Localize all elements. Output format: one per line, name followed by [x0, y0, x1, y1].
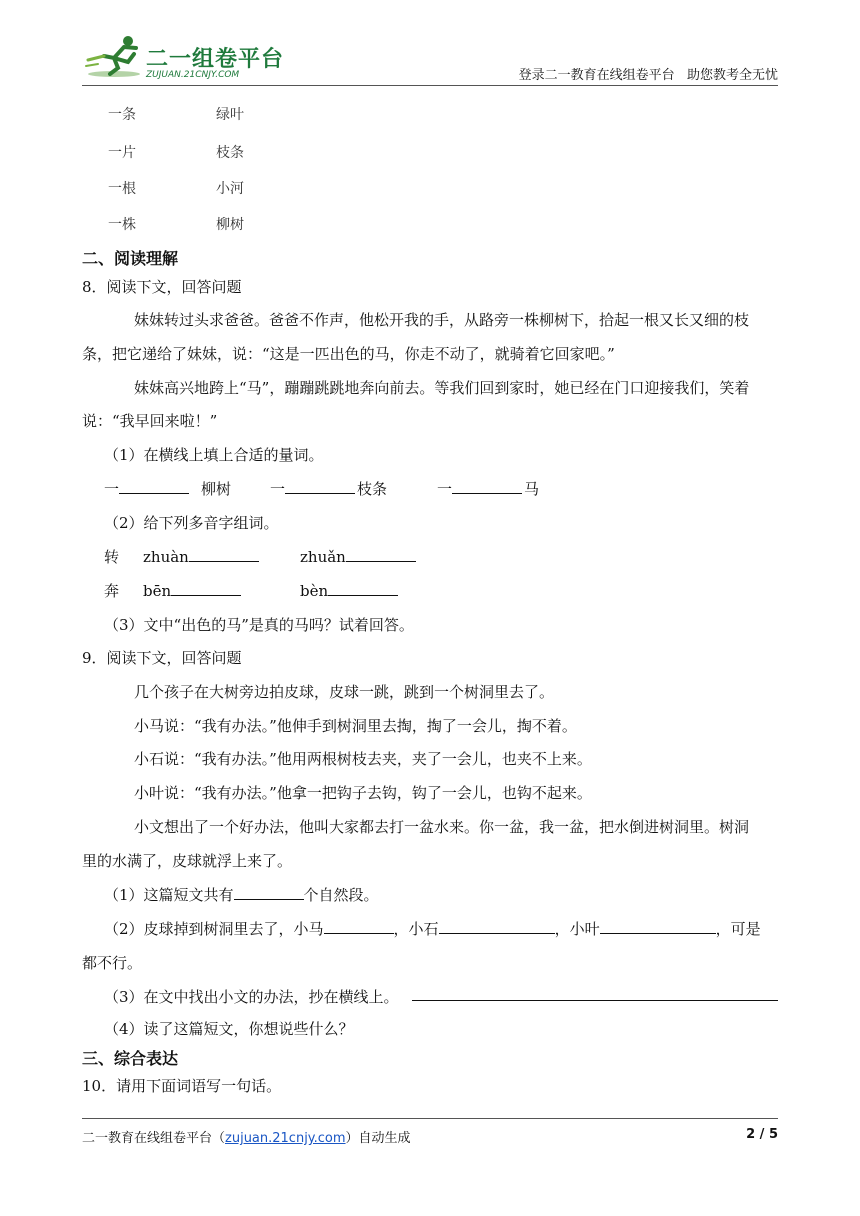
answer-blank[interactable] — [328, 580, 398, 596]
q9-paragraph-3: 小石说：“我有办法。”他用两根树枝去夹，夹了一会儿，也夹不上来。 — [134, 750, 592, 768]
polyphone-2-pinyin-2: bèn — [300, 580, 398, 600]
match-left-4: 一株 — [108, 217, 136, 233]
q9-sub-question-1: （1）这篇短文共有 个自然段。 — [104, 886, 379, 904]
footer-source: 二一教育在线组卷平台（zujuan.21cnjy.com）自动生成 — [82, 1131, 411, 1146]
q10-stem: 10．请用下面词语写一句话。 — [82, 1077, 282, 1095]
header-divider — [82, 85, 778, 86]
q9-sub-question-2-line-2: 都不行。 — [82, 954, 143, 972]
answer-blank[interactable] — [119, 478, 189, 494]
q9-paragraph-4: 小叶说：“我有办法。”他拿一把钩子去钩，钩了一会儿，也钩不起来。 — [134, 784, 592, 802]
answer-blank[interactable] — [234, 884, 304, 900]
answer-blank[interactable] — [285, 478, 355, 494]
q8-fill-item-1: 一 柳树 — [104, 480, 232, 498]
section-title-reading: 二、阅读理解 — [82, 249, 179, 268]
q8-sub-question-1: （1）在横线上填上合适的量词。 — [104, 446, 324, 464]
q8-fill-item-3: 一 马 — [437, 480, 540, 498]
runner-logo-icon — [84, 34, 146, 80]
page-number: 2 / 5 — [746, 1127, 778, 1142]
q9-paragraph-5-line-2: 里的水满了，皮球就浮上来了。 — [82, 852, 293, 870]
header-slogan: 登录二一教育在线组卷平台 助您教考全无忧 — [518, 68, 778, 83]
q8-paragraph-1-line-1: 妹妹转过头求爸爸。爸爸不作声，他松开我的手，从路旁一株柳树下，拾起一根又长又细的枝 — [134, 311, 750, 329]
polyphone-char-2: 奔 — [104, 582, 120, 600]
answer-blank[interactable] — [171, 580, 241, 596]
q9-paragraph-5-line-1: 小文想出了一个好办法，他叫大家都去打一盆水来。你一盆，我一盆，把水倒进树洞里。树洞 — [134, 818, 750, 836]
q9-sub-question-2: （2）皮球掉到树洞里去了，小马 ，小石 ，小叶 ，可是 — [104, 920, 761, 938]
answer-blank[interactable] — [324, 918, 394, 934]
match-right-4: 柳树 — [216, 217, 244, 233]
match-left-2: 一片 — [108, 145, 136, 161]
footer-divider — [82, 1118, 778, 1119]
q9-stem: 9．阅读下文，回答问题 — [82, 649, 242, 667]
match-right-1: 绿叶 — [216, 107, 244, 123]
logo-title: 二一组卷平台 — [146, 47, 285, 72]
q8-fill-item-2: 一 枝条 — [270, 480, 388, 498]
answer-blank[interactable] — [600, 918, 716, 934]
polyphone-2-pinyin-1: bēn — [143, 580, 241, 600]
match-left-3: 一根 — [108, 181, 136, 197]
answer-blank[interactable] — [452, 478, 522, 494]
logo-subtitle: ZUJUAN.21CNJY.COM — [146, 70, 240, 80]
q8-paragraph-2-line-1: 妹妹高兴地跨上“马”，蹦蹦跳跳地奔向前去。等我们回到家时，她已经在门口迎接我们，笑着 — [134, 379, 750, 397]
q8-sub-question-2: （2）给下列多音字组词。 — [104, 514, 279, 532]
q9-sub-question-4: （4）读了这篇短文，你想说些什么？ — [104, 1020, 354, 1038]
match-right-2: 枝条 — [216, 145, 244, 161]
q9-sub-question-3: （3）在文中找出小文的办法，抄在横线上。 — [104, 988, 399, 1006]
q9-paragraph-2: 小马说：“我有办法。”他伸手到树洞里去掏，掏了一会儿，掏不着。 — [134, 717, 577, 735]
polyphone-char-1: 转 — [104, 548, 120, 566]
section-title-expression: 三、综合表达 — [82, 1049, 179, 1068]
logo — [84, 34, 284, 82]
q8-paragraph-1-line-2: 条，把它递给了妹妹，说：“这是一匹出色的马，你走不动了，就骑着它回家吧。” — [82, 345, 615, 363]
footer-link[interactable]: zujuan.21cnjy.com — [225, 1131, 346, 1146]
q8-sub-question-3: （3）文中“出色的马”是真的马吗？试着回答。 — [104, 616, 414, 634]
match-left-1: 一条 — [108, 107, 136, 123]
polyphone-1-pinyin-2: zhuǎn — [300, 546, 416, 566]
q9-paragraph-1: 几个孩子在大树旁边拍皮球，皮球一跳，跳到一个树洞里去了。 — [134, 683, 555, 701]
match-right-3: 小河 — [216, 181, 244, 197]
q8-stem: 8．阅读下文，回答问题 — [82, 278, 242, 296]
answer-blank[interactable] — [439, 918, 555, 934]
answer-blank[interactable] — [189, 546, 259, 562]
answer-blank[interactable] — [346, 546, 416, 562]
polyphone-1-pinyin-1: zhuàn — [143, 546, 259, 566]
q8-paragraph-2-line-2: 说：“我早回来啦！” — [82, 412, 218, 430]
q9-sub-question-3-answer-line[interactable] — [412, 985, 778, 1001]
